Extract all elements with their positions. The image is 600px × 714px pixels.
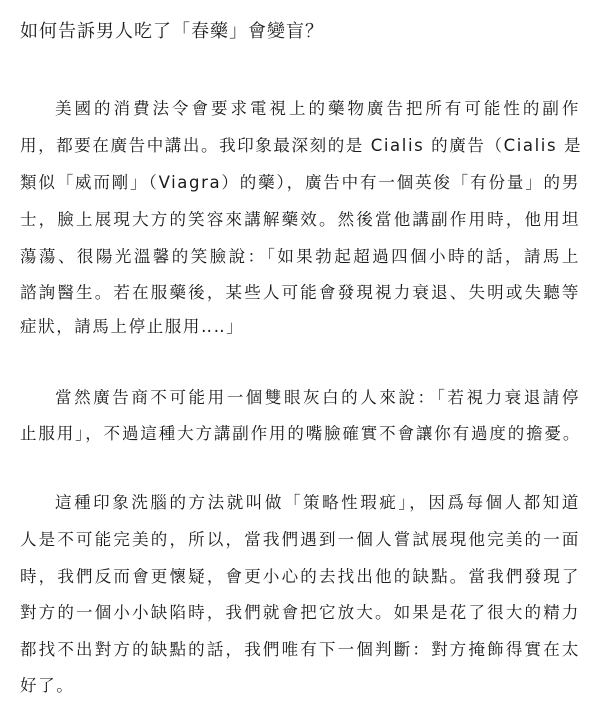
text-line: 諮詢醫生。若在服藥後，某些人可能會發現視力衰退、失明或失聽等 (20, 283, 580, 302)
text-line: 對方的一個小小缺陷時，我們就會把它放大。如果是花了很大的精力 (20, 603, 580, 622)
text-line: 蕩蕩、很陽光溫馨的笑臉說：「如果勃起超過四個小時的話，請馬上 (20, 247, 580, 266)
text-line: 類似「威而剛」（Viagra）的藥），廣告中有一個英俊「有份量」的男 (20, 173, 580, 192)
text-line: 當然廣告商不可能用一個雙眼灰白的人來說：「若視力衰退請停 (55, 388, 580, 407)
text-line: 美國的消費法令會要求電視上的藥物廣告把所有可能性的副作 (55, 99, 580, 118)
article-title: 如何告訴男人吃了「春藥」會變盲？ (20, 21, 324, 42)
text-line: 都找不出對方的缺點的話，我們唯有下一個判斷：對方掩飾得實在太 (20, 640, 580, 659)
text-line: 症狀，請馬上停止服用‥‥」 (20, 317, 245, 336)
text-line: 時，我們反而會更懷疑，會更小心的去找出他的缺點。當我們發現了 (20, 567, 580, 586)
text-line: 好了。 (20, 676, 75, 695)
text-line: 這種印象洗腦的方法就叫做「策略性瑕疵」，因爲每個人都知道 (55, 493, 580, 512)
text-line: 人是不可能完美的，所以，當我們遇到一個人嘗試展現他完美的一面 (20, 530, 580, 549)
text-line: 用，都要在廣告中講出。我印象最深刻的是 Cialis 的廣告（Cialis 是 (20, 136, 583, 155)
text-line: 士，臉上展現大方的笑容來講解藥效。然後當他講副作用時，他用坦 (20, 210, 580, 229)
text-line: 止服用」，不過這種大方講副作用的嘴臉確實不會讓你有過度的擔憂。 (20, 424, 580, 443)
